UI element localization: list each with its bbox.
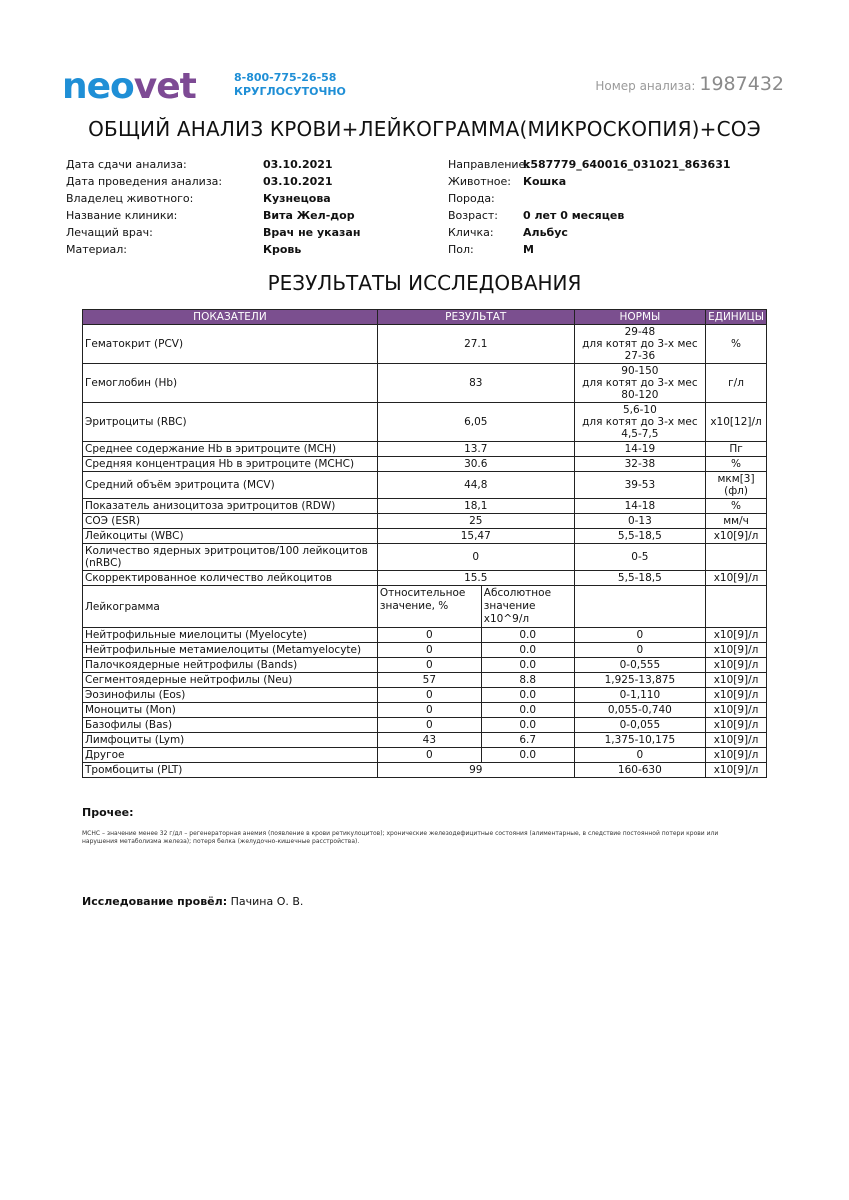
info-label: Пол: [448,243,474,256]
cell-type-name: Эозинофилы (Eos) [83,688,378,703]
norm-line: 0-5 [631,551,649,563]
unit-value: х10[9]/л [706,529,767,544]
info-label: Кличка: [448,226,494,239]
unit-value: х10[9]/л [706,748,767,763]
indicator-name: Гематокрит (PCV) [83,325,378,364]
norm-value: 0,055-0,740 [574,703,705,718]
indicator-name: Средняя концентрация Hb в эритроците (MCHC) [83,457,378,472]
info-label: Название клиники: [66,209,178,222]
absolute-value: 0.0 [481,628,574,643]
empty-cell [706,586,767,628]
leukogram-row [83,718,767,733]
leukogram-row [83,703,767,718]
unit-value: х10[9]/л [706,571,767,586]
leukogram-row [83,658,767,673]
indicator-name: Количество ядерных эритроцитов/100 лейкоцитов (nRBC) [83,544,378,571]
norm-value: 0-0,055 [574,718,705,733]
info-row [66,156,360,173]
norm-line: 39-53 [624,479,656,491]
norm-value: 160-630 [574,763,705,778]
norm-value: 0 [574,628,705,643]
table-row [83,472,767,499]
absolute-value: 0.0 [481,658,574,673]
result-value: 6,05 [377,403,574,442]
norm-line: 14-19 [624,443,656,455]
unit-value: % [706,325,767,364]
absolute-value: 0.0 [481,688,574,703]
absolute-value: 0.0 [481,718,574,733]
unit-value: х10[9]/л [706,688,767,703]
result-value: 13.7 [377,442,574,457]
unit-value: х10[9]/л [706,703,767,718]
relative-value: 0 [377,628,481,643]
norm-line: 27-36 [624,350,656,362]
info-row [448,207,731,224]
unit-value: х10[9]/л [706,718,767,733]
info-value: Альбус [523,226,568,239]
norm-line: 90-150 [621,365,659,377]
table-header-row [83,310,767,325]
table-row [83,325,767,364]
info-label: Дата проведения анализа: [66,175,223,188]
cell-type-name: Лимфоциты (Lym) [83,733,378,748]
leukogram-header-row [83,586,767,628]
info-value: Кровь [263,243,302,256]
indicator-name: Гемоглобин (Hb) [83,364,378,403]
leukogram-row [83,643,767,658]
unit-value: х10[12]/л [706,403,767,442]
analysis-number-label: Номер анализа: [595,79,696,93]
result-value: 25 [377,514,574,529]
indicator-name: Тромбоциты (PLT) [83,763,378,778]
table-row [83,544,767,571]
info-label: Материал: [66,243,128,256]
relative-value: 0 [377,658,481,673]
info-label: Возраст: [448,209,499,222]
results-title: РЕЗУЛЬТАТЫ ИССЛЕДОВАНИЯ [267,271,582,295]
unit-value: мкм[3](фл) [706,472,767,499]
info-label: Направление: [448,158,530,171]
result-value: 44,8 [377,472,574,499]
info-left [66,156,360,258]
norm-value: 0 [574,643,705,658]
indicator-name: Лейкоциты (WBC) [83,529,378,544]
table-row [83,499,767,514]
results-table [82,309,767,778]
norm-line: 29-48 [624,326,656,338]
absolute-value: 0.0 [481,748,574,763]
norm-line: 0-13 [627,515,652,527]
norm-value: 0 [574,748,705,763]
leukogram-row [83,628,767,643]
table-row [83,442,767,457]
unit-value: х10[9]/л [706,643,767,658]
info-value: Кузнецова [263,192,331,205]
info-label: Лечащий врач: [66,226,153,239]
info-value: Вита Жел-дор [263,209,355,222]
norm-value [574,403,705,442]
header-units: ЕДИНИЦЫ [706,310,767,325]
relative-value: 0 [377,643,481,658]
norm-value [574,472,705,499]
result-value: 27.1 [377,325,574,364]
info-row [448,173,731,190]
norm-value [574,442,705,457]
result-value: 18,1 [377,499,574,514]
table-row [83,514,767,529]
unit-value: % [706,457,767,472]
absolute-value: 8.8 [481,673,574,688]
norm-line: 32-38 [624,458,656,470]
table-row [83,571,767,586]
indicator-name: Среднее содержание Hb в эритроците (MCH) [83,442,378,457]
cell-type-name: Другое [83,748,378,763]
leukogram-title: Лейкограмма [83,586,378,628]
platelets-row [83,763,767,778]
info-right [448,156,731,258]
norm-line: 5,6-10 [622,404,657,416]
indicator-name: Скорректированное количество лейкоцитов [83,571,378,586]
table-row [83,403,767,442]
info-row [66,190,360,207]
indicator-name: Эритроциты (RBC) [83,403,378,442]
cell-type-name: Нейтрофильные миелоциты (Myelocyte) [83,628,378,643]
relative-value: 0 [377,748,481,763]
info-label: Порода: [448,192,495,205]
relative-value: 0 [377,718,481,733]
info-label: Дата сдачи анализа: [66,158,187,171]
result-value: 30.6 [377,457,574,472]
page-title: ОБЩИЙ АНАЛИЗ КРОВИ+ЛЕЙКОГРАММА(МИКРОСКОПИЯ)+СОЭ [88,117,761,141]
relative-value: 0 [377,703,481,718]
unit-value: х10[9]/л [706,733,767,748]
norm-value: 0-1,110 [574,688,705,703]
unit-value: мм/ч [706,514,767,529]
info-row [66,207,360,224]
cell-type-name: Моноциты (Mon) [83,703,378,718]
result-value: 99 [377,763,574,778]
norm-value [574,457,705,472]
indicator-name: Показатель анизоцитоза эритроцитов (RDW) [83,499,378,514]
performed-label: Исследование провёл: [82,895,228,908]
result-value: 15.5 [377,571,574,586]
result-value: 0 [377,544,574,571]
table-row [83,457,767,472]
norm-value [574,544,705,571]
norm-line: для котят до 3-х мес [582,338,698,350]
svg-text:neovet: neovet [62,66,196,107]
norm-value [574,514,705,529]
norm-value: 1,375-10,175 [574,733,705,748]
leukogram-row [83,673,767,688]
info-value: k587779_640016_031021_863631 [523,158,731,171]
leukogram-row [83,733,767,748]
absolute-value: 0.0 [481,703,574,718]
norm-value [574,529,705,544]
info-label: Животное: [448,175,512,188]
other-note: МСНС – значение менее 32 г/дл – регенераторная анемия (появление в крови ретикулоцитов); хронические железодефицитные состояния (алиментарные, в следствие постоянной потери крови или нарушения метаболизма железа); потеря белка (желудочно-кишечные расстройства). [82,830,719,845]
indicator-name: СОЭ (ESR) [83,514,378,529]
info-value: М [523,243,534,256]
info-value: 03.10.2021 [263,175,333,188]
info-row [448,241,731,258]
norm-value: 0-0,555 [574,658,705,673]
unit-value: х10[9]/л [706,763,767,778]
cell-type-name: Палочкоядерные нейтрофилы (Bands) [83,658,378,673]
result-value: 83 [377,364,574,403]
unit-value [706,544,767,571]
analysis-number: 1987432 [699,73,784,95]
header-norms: НОРМЫ [574,310,705,325]
unit-value: г/л [706,364,767,403]
contact-phone [234,71,346,99]
info-label: Владелец животного: [66,192,194,205]
norm-value [574,571,705,586]
unit-value: х10[9]/л [706,658,767,673]
unit-value: х10[9]/л [706,628,767,643]
norm-line: 14-18 [624,500,656,512]
info-value: Врач не указан [263,226,361,239]
info-value: 0 лет 0 месяцев [523,209,625,222]
relative-value: 57 [377,673,481,688]
cell-type-name: Базофилы (Bas) [83,718,378,733]
unit-value: Пг [706,442,767,457]
performed-name: Пачина О. В. [230,895,304,908]
header-indicators: ПОКАЗАТЕЛИ [83,310,378,325]
other-title: Прочее: [82,806,134,819]
norm-line: для котят до 3-х мес [582,416,698,428]
info-row [66,173,360,190]
absolute-header: Абсолютное значение х10^9/л [481,586,574,628]
norm-value: 1,925-13,875 [574,673,705,688]
neovet-logo [62,62,202,108]
phone-number[interactable]: 8-800-775-26-58 [234,71,337,84]
info-row [448,224,731,241]
norm-value [574,499,705,514]
relative-value: 43 [377,733,481,748]
relative-value: 0 [377,688,481,703]
info-value: Кошка [523,175,567,188]
info-row [448,190,731,207]
norm-line: 80-120 [621,389,659,401]
info-row [448,156,731,173]
unit-value: % [706,499,767,514]
relative-header: Относительное значение, % [377,586,481,628]
phone-hours: КРУГЛОСУТОЧНО [234,85,346,98]
absolute-value: 0.0 [481,643,574,658]
cell-type-name: Сегментоядерные нейтрофилы (Neu) [83,673,378,688]
info-row [66,224,360,241]
unit-value: х10[9]/л [706,673,767,688]
norm-line: для котят до 3-х мес [582,377,698,389]
info-row [66,241,360,258]
absolute-value: 6.7 [481,733,574,748]
norm-value [574,364,705,403]
norm-line: 5,5-18,5 [617,572,662,584]
indicator-name: Средний объём эритроцита (MCV) [83,472,378,499]
performed-by [82,895,303,908]
table-row [83,364,767,403]
analysis-number-block [595,73,784,95]
table-row [83,529,767,544]
header-result: РЕЗУЛЬТАТ [377,310,574,325]
norm-value [574,325,705,364]
cell-type-name: Нейтрофильные метамиелоциты (Metamyelocyte) [83,643,378,658]
norm-line: 5,5-18,5 [617,530,662,542]
info-value: 03.10.2021 [263,158,333,171]
leukogram-row [83,688,767,703]
empty-cell [574,586,705,628]
result-value: 15,47 [377,529,574,544]
norm-line: 4,5-7,5 [621,428,659,440]
leukogram-row [83,748,767,763]
